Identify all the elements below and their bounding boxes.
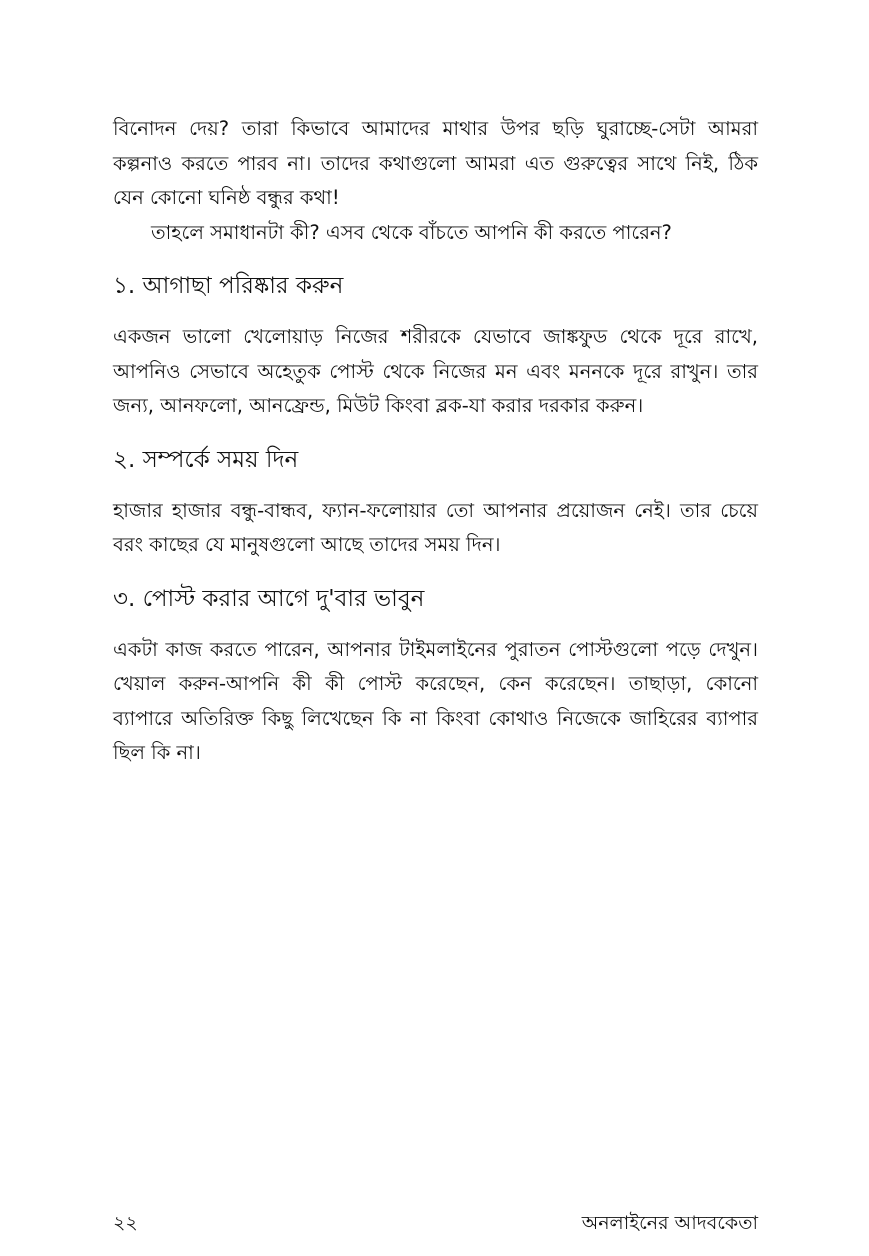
page-number: ২২ (113, 1212, 138, 1234)
section-paragraph-3: একটা কাজ করতে পারেন, আপনার টাইমলাইনের পুরাতন পোস্টগুলো পড়ে দেখুন। খেয়াল করুন-আপনি কী কী পোস্ট করেছেন, কেন করেছেন। তাছাড়া, কোনো ব্যাপারে অতিরিক্ত কিছু লিখেছেন কি না কিংবা কোথাও নিজেকে জাহিরের ব্যাপার ছিল কি না। (113, 637, 758, 764)
book-title: অনলাইনের আদবকেতা (581, 1212, 758, 1234)
section-paragraph-2: হাজার হাজার বন্ধু-বান্ধব, ফ্যান-ফলোয়ার তো আপনার প্রয়োজন নেই। তার চেয়ে বরং কাছের যে মানুষগুলো আছে তাদের সময় দিন। (113, 498, 758, 556)
section-heading-3: ৩. পোস্ট করার আগে দু'বার ভাবুন (113, 585, 425, 612)
intro-paragraph: বিনোদন দেয়? তারা কিভাবে আমাদের মাথার উপর ছড়ি ঘুরাচ্ছে-সেটা আমরা কল্পনাও করতে পারব না। তাদের কথাগুলো আমরা এত গুরুত্বের সাথে নিই, ঠিক যেন কোনো ঘনিষ্ঠ বন্ধুর কথা! (113, 117, 758, 209)
question-paragraph: তাহলে সমাধানটা কী? এসব থেকে বাঁচতে আপনি কী করতে পারেন? (151, 220, 672, 244)
section-paragraph-1: একজন ভালো খেলোয়াড় নিজের শরীরকে যেভাবে জাঙ্কফুড থেকে দূরে রাখে, আপনিও সেভাবে অহেতুক পোস্ট থেকে নিজের মন এবং মননকে দূরে রাখুন। তার জন্য, আনফলো, আনফ্রেন্ড, মিউট কিংবা ব্লক-যা করার দরকার করুন। (113, 325, 758, 417)
section-heading-1: ১. আগাছা পরিষ্কার করুন (113, 273, 344, 299)
page-content (113, 112, 758, 771)
section-heading-2: ২. সম্পর্কে সময় দিন (113, 446, 299, 473)
